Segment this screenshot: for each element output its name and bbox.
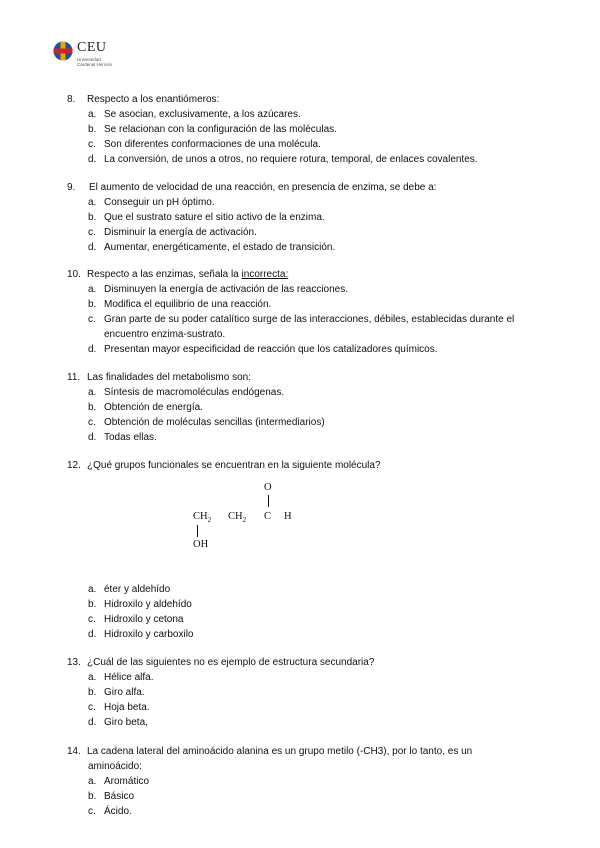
question-stem: [67, 458, 537, 473]
option-c: [67, 612, 537, 627]
option-a: [67, 670, 537, 685]
option-letter: a.: [88, 109, 97, 120]
option-text: Hélice alfa.: [104, 672, 154, 683]
question-emphasis: incorrecta:: [241, 269, 289, 280]
question-stem: [67, 370, 537, 385]
option-text: éter y aldehído: [104, 584, 171, 595]
logo-subtitle-2: Cardenal Herrera: [77, 62, 112, 67]
option-c: [67, 225, 537, 240]
option-letter: b.: [88, 124, 97, 135]
option-letter: c.: [88, 614, 96, 625]
option-letter: c.: [88, 139, 96, 150]
option-d: [67, 430, 537, 445]
option-text: Son diferentes conformaciones de una molécula.: [104, 139, 321, 150]
question-text: Respecto a los enantiómeros:: [87, 94, 220, 105]
option-text: Síntesis de macromoléculas endógenas.: [104, 387, 285, 398]
option-b: [67, 400, 537, 415]
option-letter: b.: [88, 212, 97, 223]
option-b: [67, 685, 537, 700]
option-text: Conseguir un pH óptimo.: [104, 197, 215, 208]
option-d: [67, 342, 537, 357]
option-c: [67, 804, 537, 819]
question-9: [67, 180, 537, 255]
option-text: Disminuyen la energía de activación de las reacciones.: [104, 284, 349, 295]
option-letter: b.: [88, 687, 97, 698]
question-number: 9.: [67, 182, 76, 193]
option-text: Aromático: [104, 776, 150, 787]
option-text: Hidroxilo y carboxilo: [104, 629, 194, 640]
option-d: [67, 627, 537, 642]
question-8: [67, 92, 537, 167]
option-text: Ácido.: [104, 806, 132, 817]
option-letter: b.: [88, 299, 97, 310]
option-d: [67, 240, 537, 255]
option-text: Presentan mayor especificidad de reacción que los catalizadores químicos.: [104, 344, 438, 355]
question-11: [67, 370, 537, 445]
option-b: [67, 210, 537, 225]
option-d: [67, 152, 537, 167]
question-text: ¿Cuál de las siguientes no es ejemplo de estructura secundaria?: [87, 657, 375, 668]
option-b: [67, 789, 537, 804]
option-text: La conversión, de unos a otros, no requiere rotura, temporal, de enlaces covalentes.: [104, 154, 478, 165]
group-ch2-2: [228, 511, 246, 524]
option-text: Todas ellas.: [104, 432, 157, 443]
option-letter: c.: [88, 702, 96, 713]
option-letter: c.: [88, 227, 96, 238]
option-b: [67, 297, 537, 312]
atom-oxygen: O: [264, 482, 272, 493]
question-number: 12.: [67, 460, 81, 471]
option-c: [67, 312, 537, 342]
option-letter: c.: [88, 314, 96, 325]
molecule-structure: [190, 482, 320, 554]
option-b: [67, 597, 537, 612]
option-d: [67, 715, 537, 730]
option-text: Giro beta,: [104, 717, 148, 728]
option-text: Aumentar, energéticamente, el estado de transición.: [104, 242, 336, 253]
group-ch2-1: [193, 511, 211, 524]
option-letter: c.: [88, 417, 96, 428]
option-text: Se asocian, exclusivamente, a los azúcares.: [104, 109, 301, 120]
subscript: 2: [242, 516, 247, 525]
option-letter: a.: [88, 387, 97, 398]
question-14: [67, 744, 537, 819]
group-ch2-label: CH: [228, 511, 243, 522]
option-a: [67, 195, 537, 210]
question-12: [67, 458, 537, 473]
option-text: Obtención de energía.: [104, 402, 203, 413]
question-number: 8.: [67, 94, 76, 105]
option-a: [67, 282, 537, 297]
logo-name: CEU: [77, 40, 107, 55]
option-letter: a.: [88, 284, 97, 295]
option-text: Giro alfa.: [104, 687, 145, 698]
option-c: [67, 137, 537, 152]
question-text: La cadena lateral del aminoácido alanina es un grupo metilo (-CH3), por lo tanto, es un: [87, 746, 473, 757]
option-text: Que el sustrato sature el sitio activo de la enzima.: [104, 212, 325, 223]
question-text: Las finalidades del metabolismo son:: [87, 372, 251, 383]
option-a: [67, 107, 537, 122]
ceu-cross-icon: [53, 41, 73, 61]
option-letter: b.: [88, 402, 97, 413]
question-text-continued: aminoácido:: [88, 761, 142, 772]
option-c: [67, 415, 537, 430]
question-stem: [67, 180, 537, 195]
option-text: Básico: [104, 791, 135, 802]
option-text: Modifica el equilibrio de una reacción.: [104, 299, 272, 310]
option-c: [67, 700, 537, 715]
question-stem: [67, 744, 537, 759]
question-stem: [67, 92, 537, 107]
question-number: 14.: [67, 746, 81, 757]
option-letter: d.: [88, 629, 97, 640]
question-stem: [67, 267, 537, 282]
option-text: Hidroxilo y aldehído: [104, 599, 192, 610]
option-letter: b.: [88, 599, 97, 610]
group-ch2-label: CH: [193, 511, 208, 522]
question-10: [67, 267, 537, 357]
option-a: [67, 774, 537, 789]
question-number: 10.: [67, 269, 81, 280]
option-letter: a.: [88, 197, 97, 208]
group-hydroxyl: OH: [193, 539, 209, 550]
option-text: Obtención de moléculas sencillas (intermediarios): [104, 417, 325, 428]
option-b: [67, 122, 537, 137]
option-letter: d.: [88, 242, 97, 253]
subscript: 2: [207, 516, 212, 525]
question-12-options: [67, 582, 537, 642]
question-text: ¿Qué grupos funcionales se encuentran en la siguiente molécula?: [87, 460, 381, 471]
university-logo: [53, 38, 143, 72]
option-letter: d.: [88, 344, 97, 355]
atom-hydrogen: H: [284, 511, 292, 522]
option-a: [67, 385, 537, 400]
atom-carbon: C: [264, 511, 272, 522]
option-letter: d.: [88, 717, 97, 728]
single-bond: [197, 525, 198, 537]
question-text: Respecto a las enzimas, señala la: [87, 269, 239, 280]
option-letter: c.: [88, 806, 96, 817]
question-text: El aumento de velocidad de una reacción, en presencia de enzima, se debe a:: [89, 182, 437, 193]
option-letter: a.: [88, 776, 97, 787]
option-letter: b.: [88, 791, 97, 802]
option-letter: a.: [88, 584, 97, 595]
option-a: [67, 582, 537, 597]
question-number: 11.: [67, 372, 81, 383]
option-text: Hoja beta.: [104, 702, 150, 713]
option-text: Hidroxilo y cetona: [104, 614, 184, 625]
question-number: 13.: [67, 657, 81, 668]
question-13: [67, 655, 537, 730]
logo-subtitle-1: Universidad: [77, 57, 101, 62]
question-stem: [67, 655, 537, 670]
option-letter: d.: [88, 154, 97, 165]
option-letter: d.: [88, 432, 97, 443]
double-bond: [268, 495, 269, 507]
option-text: Disminuir la energía de activación.: [104, 227, 257, 238]
option-letter: a.: [88, 672, 97, 683]
option-text: Se relacionan con la configuración de las moléculas.: [104, 124, 337, 135]
option-text: Gran parte de su poder catalítico surge de las interacciones, débiles, establecidas durante el encuentro enzima-sustrato.: [104, 314, 515, 340]
